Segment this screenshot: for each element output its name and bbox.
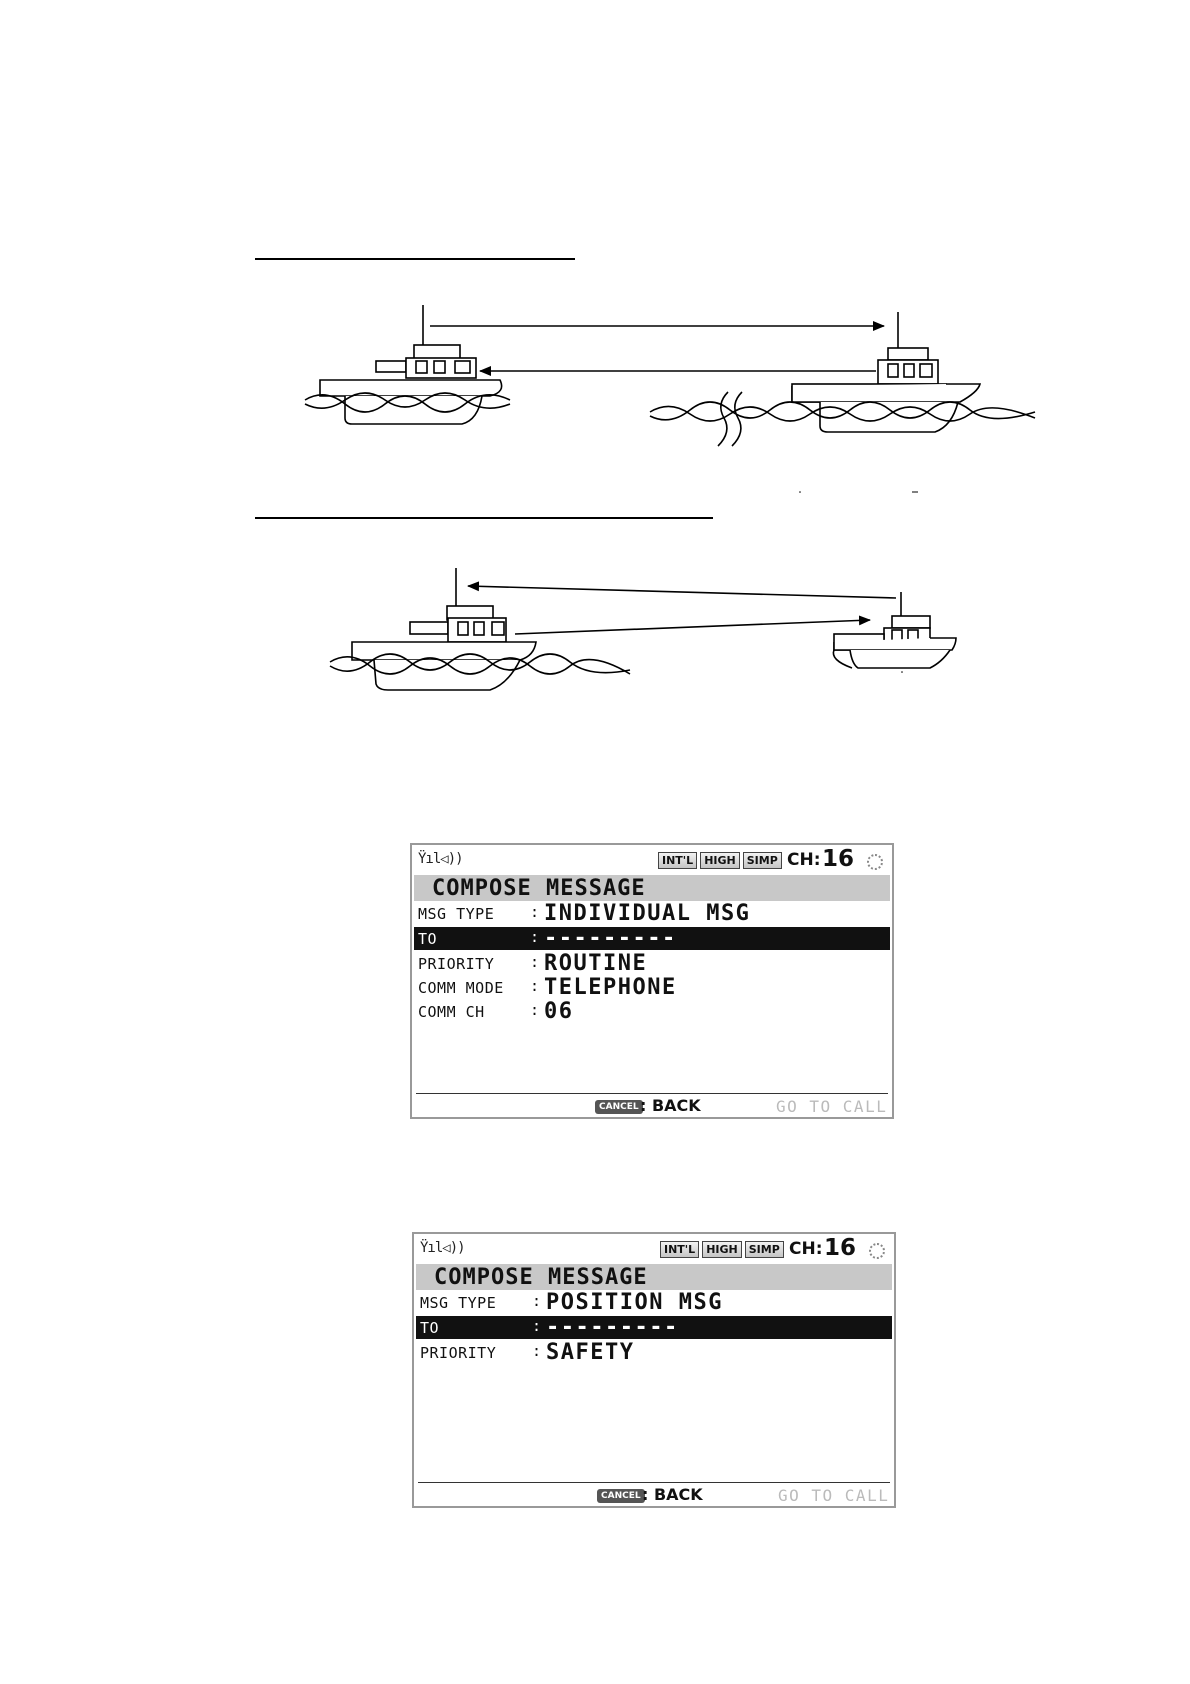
channel-value: 16: [822, 846, 855, 872]
channel-label: CH:: [787, 850, 821, 870]
row-label: COMM MODE: [418, 979, 504, 997]
simp-badge: SIMP: [745, 1241, 784, 1258]
row-colon: :: [532, 1342, 542, 1360]
compose-message-screen-position: [412, 1232, 896, 1508]
row-value: 06: [544, 999, 574, 1024]
row-label: MSG TYPE: [420, 1294, 497, 1312]
row-value: SAFETY: [546, 1340, 635, 1365]
row-value: TELEPHONE: [544, 975, 677, 1000]
title-bar: [416, 1264, 892, 1290]
compose-message-screen-individual: [410, 843, 894, 1119]
row-to[interactable]: [414, 927, 890, 950]
row-value: ROUTINE: [544, 951, 648, 976]
cancel-key-icon[interactable]: CANCEL: [597, 1489, 645, 1503]
back-label: : BACK: [642, 1485, 703, 1504]
spinner-icon: [867, 854, 883, 870]
screen-title: COMPOSE MESSAGE: [432, 876, 646, 901]
row-colon: :: [532, 1292, 542, 1310]
go-to-call-button[interactable]: GO TO CALL: [778, 1486, 890, 1505]
row-label: TO: [418, 930, 438, 948]
row-colon: :: [530, 928, 540, 946]
mode-badges: [660, 1241, 784, 1258]
intl-badge: INT'L: [660, 1241, 699, 1258]
row-colon: :: [530, 903, 540, 921]
row-label: TO: [420, 1319, 440, 1337]
go-to-call-button[interactable]: GO TO CALL: [776, 1097, 888, 1116]
row-label: COMM CH: [418, 1003, 485, 1021]
signal-speaker-icon: Ÿıl◁)): [420, 1240, 465, 1256]
status-bar: [412, 845, 892, 875]
title-bar: [414, 875, 890, 901]
spinner-icon: [869, 1243, 885, 1259]
high-badge: HIGH: [702, 1241, 742, 1258]
bottom-divider: [418, 1482, 890, 1483]
channel-value: 16: [824, 1235, 857, 1261]
high-badge: HIGH: [700, 852, 740, 869]
row-colon: :: [532, 1317, 542, 1335]
row-colon: :: [530, 953, 540, 971]
row-comm-ch[interactable]: [414, 1000, 890, 1023]
row-value: ---------: [546, 1315, 679, 1340]
intl-badge: INT'L: [658, 852, 697, 869]
mode-badges: [658, 852, 782, 869]
back-label: : BACK: [640, 1096, 701, 1115]
row-priority[interactable]: [416, 1341, 892, 1364]
row-label: PRIORITY: [418, 955, 495, 973]
row-priority[interactable]: [414, 952, 890, 975]
row-label: MSG TYPE: [418, 905, 495, 923]
row-value: POSITION MSG: [546, 1290, 723, 1315]
status-bar: [414, 1234, 894, 1264]
row-colon: :: [530, 1001, 540, 1019]
simp-badge: SIMP: [743, 852, 782, 869]
ship-right-1: [650, 312, 1035, 432]
cancel-key-icon[interactable]: CANCEL: [595, 1100, 643, 1114]
signal-speaker-icon: Ÿıl◁)): [418, 851, 463, 867]
row-msg-type[interactable]: [414, 902, 890, 925]
row-to[interactable]: [416, 1316, 892, 1339]
ship-diagrams: [0, 0, 1190, 700]
screen-title: COMPOSE MESSAGE: [434, 1265, 648, 1290]
channel-label: CH:: [789, 1239, 823, 1259]
bottom-divider: [416, 1093, 888, 1094]
row-comm-mode[interactable]: [414, 976, 890, 999]
ship-right-2: [833, 592, 956, 668]
row-label: PRIORITY: [420, 1344, 497, 1362]
ship-left-1: [305, 305, 510, 424]
row-value: ---------: [544, 926, 677, 951]
row-value: INDIVIDUAL MSG: [544, 901, 751, 926]
row-colon: :: [530, 977, 540, 995]
row-msg-type[interactable]: [416, 1291, 892, 1314]
